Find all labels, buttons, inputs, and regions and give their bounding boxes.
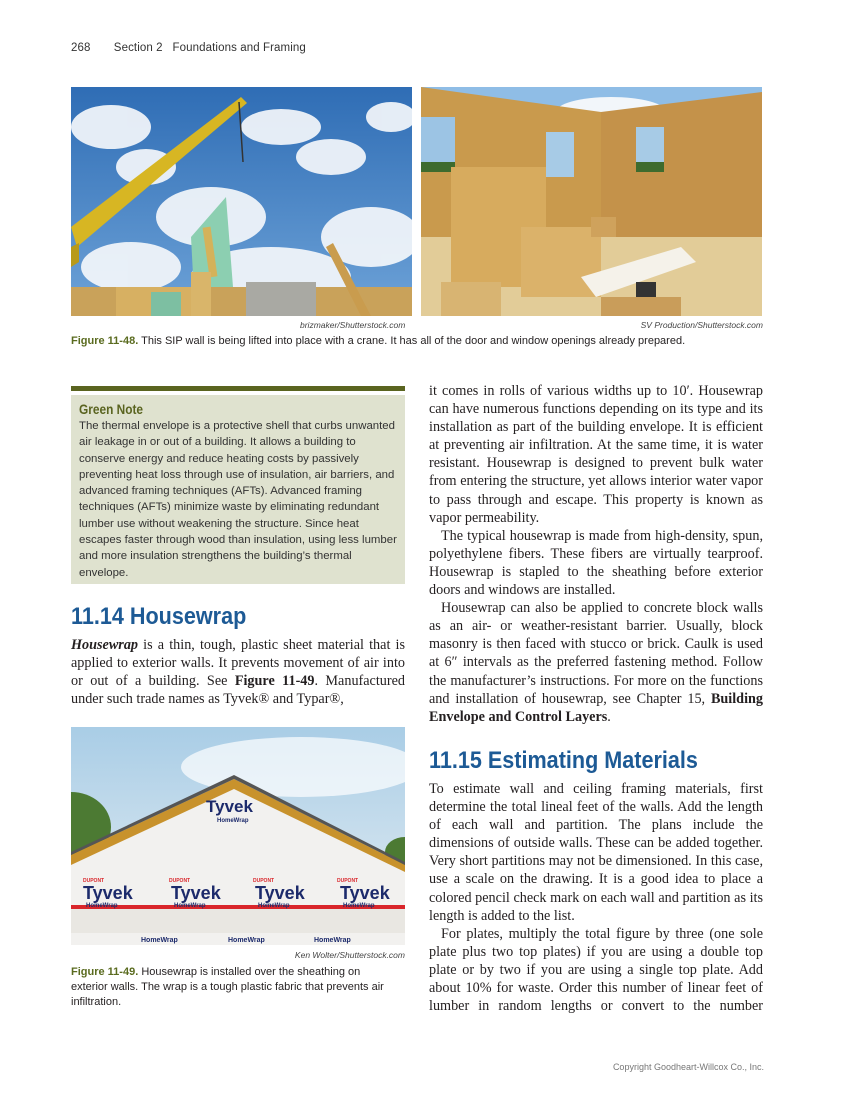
paragraph-concrete-block [429, 599, 763, 726]
paragraph-plates: For plates, multiply the total figure by three (one sole plate plus two top plates) if you are using a double top plate or by two if you are using a single top plate. Add about 10% for waste. Order this number of linear feet of lumber in random lengths or convert to the number [429, 925, 763, 1015]
svg-text:Tyvek: Tyvek [171, 883, 221, 903]
housewrap-continued-text [429, 382, 763, 726]
caption-text: This SIP wall is being lifted into place with a crane. It has all of the door and window openings already prepared. [141, 335, 686, 347]
svg-text:DUPONT: DUPONT [83, 878, 105, 884]
estimating-materials-text [429, 780, 763, 1015]
paragraph-estimate: To estimate wall and ceiling framing materials, first determine the total lineal feet of the walls. Add the length of each wall and partition. The plans include the dimensions of outside walls. These can be added together. Very short partitions may not be dimensioned. In this case, use a scale on the drawing. It is a good idea to place a colored pencil check mark on each wall and partition as its length is added to the list. [429, 781, 763, 924]
term-housewrap: Housewrap [71, 637, 139, 653]
svg-text:Tyvek: Tyvek [206, 797, 253, 816]
svg-text:HomeWrap: HomeWrap [343, 903, 375, 909]
section-heading-11-14: 11.14 Housewrap [71, 603, 247, 630]
section-heading-11-15: 11.15 Estimating Materials [429, 747, 698, 774]
crane-lifting-sip-wall-photo [71, 87, 412, 316]
figure-reference[interactable]: Figure 11-49 [234, 673, 315, 690]
tyvek-housewrap-gable-photo [71, 727, 405, 945]
figure-label: Figure 11-48. [71, 335, 139, 347]
green-note-box [71, 395, 405, 584]
sip-room-interior-photo [421, 87, 762, 316]
page-number: 268 [71, 42, 91, 54]
crane-photo-illustration [71, 87, 412, 316]
paragraph-fibers: The typical housewrap is made from high-density, spun, polyethylene fibers. These fibers are virtually tearproof. Housewrap is stapled to the sheathing before exterior doors and windows are installed. [429, 527, 763, 599]
svg-text:HomeWrap: HomeWrap [86, 903, 118, 909]
figure-11-49-caption [71, 965, 391, 1010]
svg-text:Tyvek: Tyvek [255, 883, 305, 903]
figure-11-48-caption [71, 334, 763, 349]
svg-text:Tyvek: Tyvek [340, 883, 390, 903]
svg-text:HomeWrap: HomeWrap [314, 937, 351, 944]
svg-text:HomeWrap: HomeWrap [217, 818, 249, 824]
green-note-rule [71, 386, 405, 391]
svg-text:HomeWrap: HomeWrap [258, 903, 290, 909]
paragraph-text: is a thin, tough, plastic sheet material that is applied to exterior walls. It prevents movement of air into or out of a building. See [71, 637, 405, 690]
photo-credit-left: brizmaker/Shutterstock.com [300, 320, 406, 330]
caption-text: Housewrap is installed over the sheathing on exterior walls. The wrap is a tough plastic fabric that prevents air infiltration. [71, 966, 384, 1008]
figure-label: Figure 11-49. [71, 966, 139, 978]
housewrap-intro-paragraph [71, 636, 405, 708]
tyvek-photo-illustration [71, 727, 405, 945]
svg-text:HomeWrap: HomeWrap [228, 937, 265, 944]
chapter-reference[interactable]: Building Envelope and Control Layers [429, 690, 763, 725]
svg-text:HomeWrap: HomeWrap [174, 903, 206, 909]
photo-credit-figure-11-49: Ken Wolter/Shutterstock.com [294, 950, 405, 960]
sip-room-illustration [421, 87, 762, 316]
section-title: Section 2 Foundations and Framing [113, 42, 306, 54]
paragraph-text: . Manufactured under such trade names as Tyvek® and Typar®, [71, 673, 406, 708]
svg-text:HomeWrap: HomeWrap [141, 937, 178, 944]
paragraph-text: . [607, 708, 611, 725]
svg-text:DUPONT: DUPONT [253, 878, 275, 884]
svg-text:Tyvek: Tyvek [83, 883, 133, 903]
photo-credit-right: SV Production/Shutterstock.com [640, 320, 763, 330]
running-head [71, 42, 306, 54]
svg-text:DUPONT: DUPONT [337, 878, 359, 884]
paragraph-text: Housewrap can also be applied to concrete block walls as an air- or weather-resistant barrier. Usually, block masonry is then faced with stucco or brick. Caulk is used at 6″ intervals as the preferred fastening method. Follow the manufacturer’s instructions. For more on the functions and installation of housewrap, see Chapter 15, [429, 600, 763, 707]
paragraph-continued: it comes in rolls of various widths up to 10′. Housewrap can have numerous functions depending on its type and its installation as part of the building envelope. It is efficient at preventing air infiltration. At the same time, it is water resistant. Housewrap is designed to prevent bulk water from entering the structure, yet allows interior water vapor to pass through and escape. This property is known as vapor permeability. [429, 383, 763, 526]
svg-text:DUPONT: DUPONT [169, 878, 191, 884]
green-note-title: Green Note [79, 402, 144, 417]
green-note-body: The thermal envelope is a protective shell that curbs unwanted air leakage in or out of a building. It allows a building to conserve energy and reduce heating costs by passively preventing heat loss through use of insulation, air barriers, and advanced framing techniques (AFTs). Advanced framing techniques (AFTs) minimize waste by eliminating redundant lumber use without weakening the structure. Since heat escapes faster through wood than insulation, using less lumber and more insulation strengthens the building’s thermal envelope. [79, 420, 397, 579]
copyright-notice: Copyright Goodheart-Willcox Co., Inc. [612, 1062, 764, 1072]
